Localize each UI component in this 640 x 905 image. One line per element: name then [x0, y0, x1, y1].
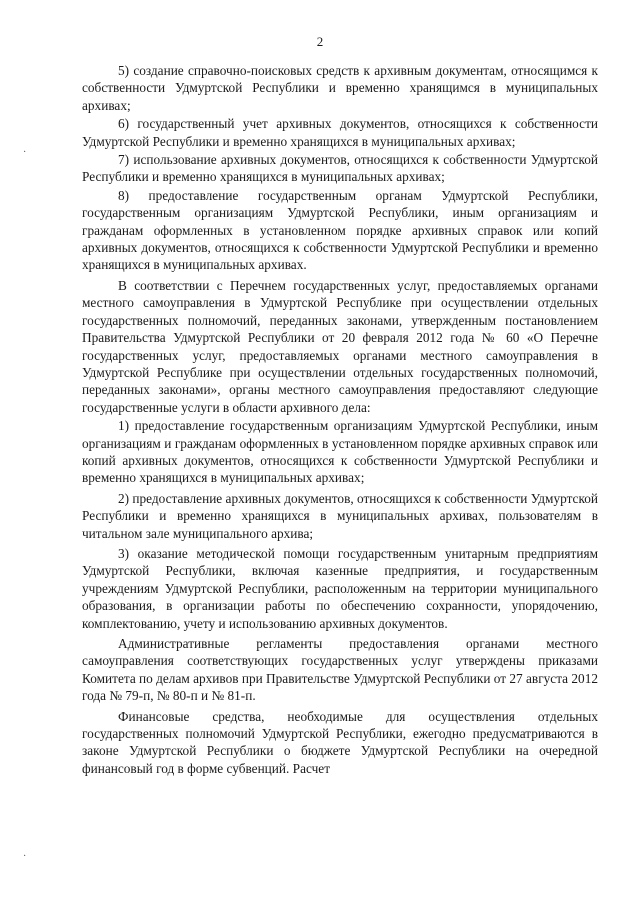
- paragraph-services-list-intro: В соответствии с Перечнем государственных услуг, предоставляемых органами местного самоуправления в Удмуртской Республике при осуществлении отдельных государственных полномочий, переданных законами, утвержденным постановлением Правительства Удмуртской Республики от 20 февраля 2012 года № 60 «О Перечне государственных услуг, предоставляемых органами местного самоуправления в Удмуртской Республике при осуществлении отдельных государственных полномочий, переданных законами», органы местного самоуправления предоставляют следующие государственные услуги в области архивного дела:: [82, 277, 598, 415]
- paragraph-service-1: 1) предоставление государственным организациям Удмуртской Республики, иным организациям и гражданам оформленных в установленном порядке архивных справок или копий архивных документов, относящихся к собственности Удмуртской Республики и временно хранящихся в муниципальных архивах;: [82, 418, 598, 486]
- scan-speck-mark: ·: [23, 147, 27, 158]
- paragraph-service-3: 3) оказание методической помощи государственным унитарным предприятиям Удмуртской Республики, включая казенные предприятия, и государственным учреждениям Удмуртской Республики, расположенным на территории муниципального образования, в организации работы по обеспечению сохранности, упорядочению, комплектованию, учету и использованию архивных документов.: [82, 545, 598, 631]
- page-number: 2: [316, 34, 324, 49]
- paragraph-service-2: 2) предоставление архивных документов, относящихся к собственности Удмуртской Республики и временно хранящихся в муниципальных архивах, пользователям в читальном зале муниципального архива;: [82, 490, 598, 541]
- paragraph-item-7: 7) использование архивных документов, относящихся к собственности Удмуртской Республики и временно хранящихся в муниципальных архивах;: [82, 152, 598, 185]
- paragraph-item-6: 6) государственный учет архивных документов, относящихся к собственности Удмуртской Республики и временно хранящихся в муниципальных архивах;: [82, 116, 598, 149]
- paragraph-item-8: 8) предоставление государственным органам Удмуртской Республики, государственным организациям Удмуртской Республики, иным организациям и гражданам оформленных в установленном порядке архивных справок или копий архивных документов, относящихся к собственности Удмуртской Республики и временно хранящихся в муниципальных архивах.: [82, 187, 598, 273]
- document-body: [82, 62, 598, 778]
- paragraph-financing: Финансовые средства, необходимые для осуществления отдельных государственных полномочий Удмуртской Республики, ежегодно предусматриваются в законе Удмуртской Республики о бюджете Удмуртской Республики на очередной финансовый год в форме субвенций. Расчет: [82, 708, 598, 776]
- scan-speck-mark: ·: [23, 851, 27, 862]
- paragraph-regulations: Административные регламенты предоставления органами местного самоуправления соответствующих государственных услуг утверждены приказами Комитета по делам архивов при Правительстве Удмуртской Республики от 27 августа 2012 года № 79-п, № 80-п и № 81-п.: [82, 636, 598, 704]
- paragraph-item-5: 5) создание справочно-поисковых средств к архивным документам, относящимся к собственности Удмуртской Республики и временно хранящимся в муниципальных архивах;: [82, 63, 598, 113]
